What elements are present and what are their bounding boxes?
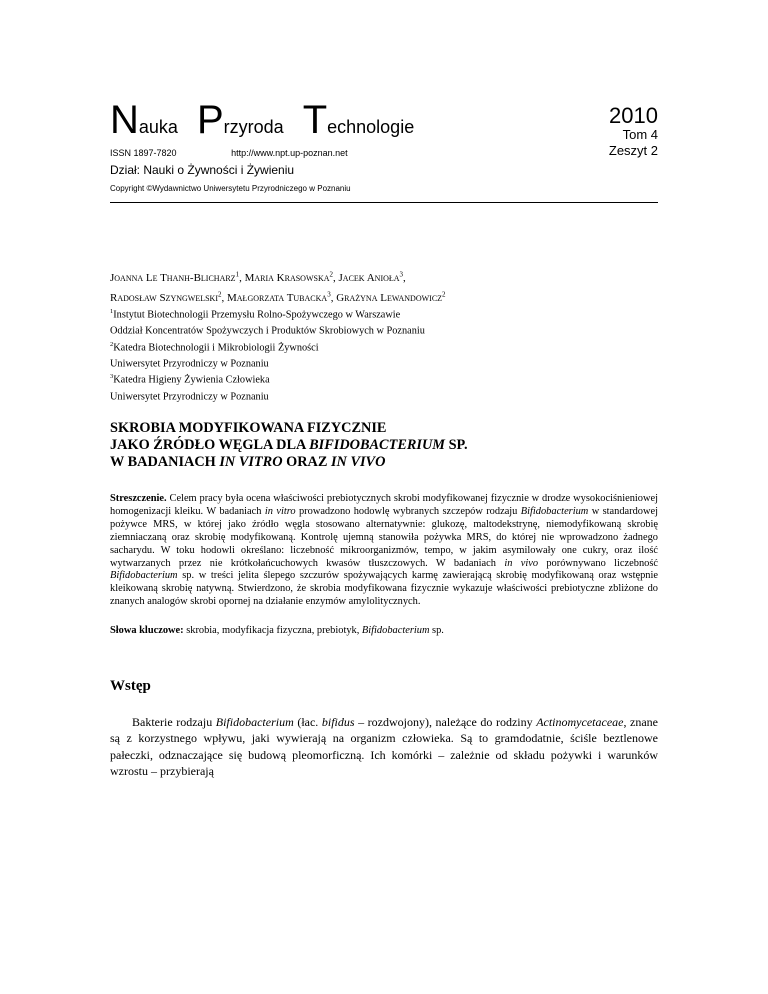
affiliation-line: $^2$Katedra Biotechnologii i Mikrobiologii Żywności — [110, 340, 319, 354]
affiliation-line: Uniwersytet Przyrodniczy w Poznaniu — [110, 391, 269, 403]
author: Radosław Szyngwelski$^2$, — [110, 290, 227, 305]
author: Małgorzata Tubacka$^3$, — [227, 290, 337, 305]
abstract-label: Streszczenie. — [110, 493, 167, 504]
issue-number: Zeszyt 2 — [608, 143, 658, 159]
title-line: SKROBIA MODYFIKOWANA FIZYCZNIE — [110, 420, 387, 436]
affiliation-line: $^1$Instytut Biotechnologii Przemysłu Rolno-Spożywczego w Warszawie — [110, 308, 401, 321]
author: Joanna Le Thanh-Blicharz$^1$, — [110, 270, 245, 284]
author: Maria Krasowska$^2$, — [244, 270, 339, 284]
affiliation-line: Oddział Koncentratów Spożywczych i Produktów Skrobiowych w Poznaniu — [110, 325, 425, 337]
journal-name-word: Przyroda — [196, 98, 284, 142]
keywords-label: Słowa kluczowe: — [110, 625, 184, 636]
issue-volume: Tom 4 — [622, 127, 658, 143]
journal-name-word: Nauka — [110, 98, 178, 142]
journal-section: Dział: Nauki o Żywności i Żywieniu — [110, 163, 295, 177]
affiliation-line: $^3$Katedra Higieny Żywienia Człowieka — [110, 373, 270, 386]
title-line: W BADANIACH IN VITRO ORAZ IN VIVO — [110, 454, 386, 470]
journal-header — [110, 100, 658, 193]
keywords: Słowa kluczowe: skrobia, modyfikacja fizyczna, prebiotyk, Bifidobacterium sp. — [110, 625, 444, 636]
affiliations — [110, 306, 658, 404]
abstract: Streszczenie. Celem pracy była ocena właściwości prebiotycznych skrobi modyfikowanej fizycznie w drodze wysokociśnieniowej homogenizacji kleiku. W badaniach in vitro prowadzono hodowlę wybranych szczepów rodzaju Bifidobacterium w standardowej pożywce MRS, w której jako źródło węgla stosowano alternatywnie: glukozę, maltodekstrynę, niemodyfikowaną skrobię ziemniaczaną oraz skrobię modyfikowaną. Kontrolę ujemną stanowiła pożywka MRS, do której nie wprowadzono żadnego sacharydu. W toku hodowli określano: liczebność mikroorganizmów, tempo, w jakim asymilowały one cukry, oraz ilość wytwarzanych przez nie krótkołańcuchowych kwasów tłuszczowych. W badaniach in vivo porównywano liczebność Bifidobacterium sp. w treści jelita ślepego szczurów spożywających karmę zawierającą skrobię modyfikowaną oraz wstępnie kleikowaną skrobię natywną. Stwierdzono, że skrobia modyfikowana fizycznie wykazuje właściwości prebiotyczne zbliżone do znanych analogów skrobi opornej na działanie enzymów amylolitycznych. — [110, 493, 658, 608]
author: Jacek Anioła$^3$, — [338, 270, 406, 284]
intro-paragraph: Bakterie rodzaju Bifidobacterium (łac. bifidus – rozdwojony), należące do rodziny Actinomycetaceae, znane są z korzystnego wpływu, jaki wywierają na organizm człowieka. Są to gramdodatnie, ściśle beztlenowe pałeczki, odznaczające się budową pleomorficzną. Ich komórki – zależnie od składu pożywki i warunków wzrostu – przybierają — [110, 715, 659, 778]
header-divider — [110, 202, 658, 203]
issue-info — [609, 104, 658, 160]
journal-meta — [110, 148, 658, 158]
affiliation-line: Uniwersytet Przyrodniczy w Poznaniu — [110, 358, 269, 370]
section-heading: Wstęp — [110, 678, 151, 694]
copyright: Copyright ©Wydawnictwo Uniwersytetu Przyrodniczego w Poznaniu — [110, 184, 351, 193]
journal-name — [110, 100, 658, 140]
author: Grażyna Lewandowicz$^2$ — [336, 290, 446, 305]
journal-url[interactable]: http://www.npt.up-poznan.net — [231, 148, 348, 158]
issn: ISSN 1897-7820 — [110, 148, 177, 158]
paper-title — [110, 420, 658, 471]
journal-name-word: Technologie — [302, 98, 415, 142]
title-line: JAKO ŹRÓDŁO WĘGLA DLA BIFIDOBACTERIUM SP. — [110, 437, 468, 453]
issue-year: 2010 — [609, 103, 658, 128]
authors — [110, 266, 658, 307]
